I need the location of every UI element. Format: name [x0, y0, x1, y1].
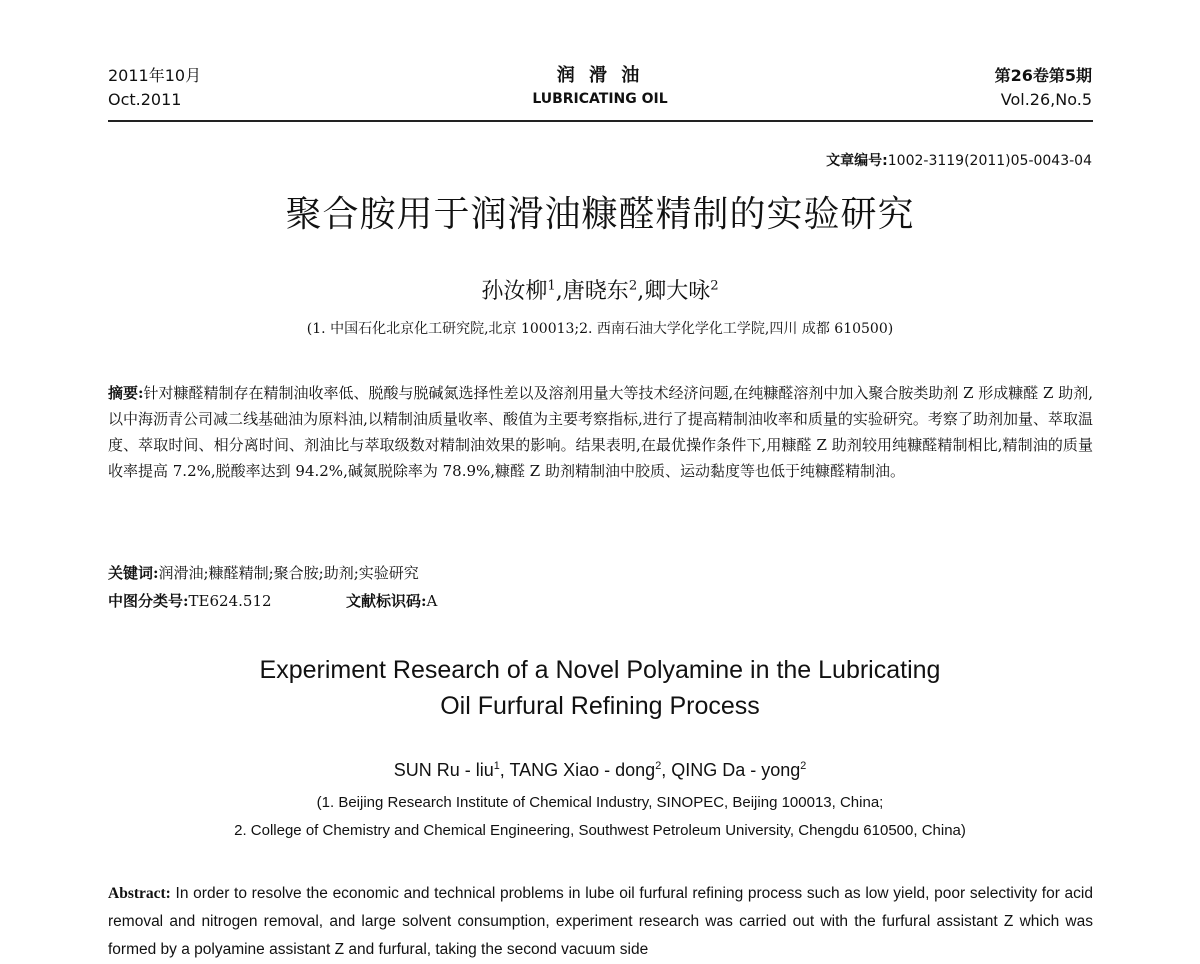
- header-rule: [108, 120, 1093, 122]
- affiliation-cn: (1. 中国石化北京化工研究院,北京 100013;2. 西南石油大学化学化工学院,四川 成都 610500): [306, 321, 894, 337]
- header-date-en: Oct.2011: [108, 90, 182, 109]
- abstract-en-label: Abstract:: [108, 885, 171, 902]
- volume-en: Vol.26,No.5: [1000, 90, 1092, 109]
- keywords-text: 润滑油;糠醛精制;聚合胺;助剂;实验研究: [158, 564, 419, 582]
- abstract-cn-label: 摘要:: [108, 384, 144, 402]
- journal-name-cn: 润 滑 油: [556, 65, 644, 86]
- clc-value: TE624.512: [188, 592, 272, 610]
- title-en-line: Oil Furfural Refining Process: [440, 692, 760, 720]
- author-affiliation-mark: 1: [493, 760, 500, 772]
- author-cn: 唐晓东: [562, 279, 629, 304]
- title-en-line: Experiment Research of a Novel Polyamine in the Lubricating: [259, 656, 941, 684]
- author-en: SUN Ru - liu: [393, 760, 494, 780]
- abstract-cn-text: 针对糠醛精制存在精制油收率低、脱酸与脱碱氮选择性差以及溶剂用量大等技术经济问题,在纯糠醛溶剂中加入聚合胺类助剂 Z 形成糠醛 Z 助剂,以中海沥青公司减二线基础油为原料油,以精制油质量收率、酸值为主要考察指标,进行了提高精制油收率和质量的实验研究。考察了助剂加量、萃取温度、萃取时间、相分离时间、剂油比与萃取级数对精制油效果的影响。结果表明,在最优操作条件下,用糠醛 Z 助剂较用纯糠醛精制相比,精制油的质量收率提高 7.2%,脱酸率达到 94.2%,碱氮脱除率为 78.9%,糠醛 Z 助剂精制油中胶质、运动黏度等也低于纯糠醛精制油。: [108, 384, 1094, 480]
- author-separator: ,: [637, 279, 645, 304]
- article-number-value: 1002-3119(2011)05-0043-04: [887, 153, 1092, 169]
- article-number-label: 文章编号:: [826, 153, 888, 169]
- author-en: QING Da - yong: [671, 760, 801, 780]
- journal-name-en: LUBRICATING OIL: [532, 91, 668, 107]
- authors-en: [0, 760, 1200, 781]
- header-date-cn: 2011年10月: [108, 66, 202, 85]
- author-en: TANG Xiao - dong: [509, 760, 656, 780]
- authors-cn: [0, 274, 1200, 305]
- header-journal: [460, 64, 740, 110]
- title-en: [0, 652, 1200, 724]
- author-separator: ,: [499, 760, 510, 780]
- document-code-value: A: [426, 592, 438, 610]
- clc-number: [108, 588, 272, 614]
- keywords: [108, 560, 419, 586]
- affiliation-en-line: (1. Beijing Research Institute of Chemical Industry, SINOPEC, Beijing 100013, China;: [316, 794, 884, 811]
- author-cn: 卿大咏: [644, 279, 711, 304]
- article-number: [826, 150, 1092, 170]
- volume-cn: 第26卷第5期: [994, 66, 1092, 85]
- author-affiliation-mark: 2: [655, 760, 662, 772]
- author-cn: 孙汝柳: [481, 279, 548, 304]
- affiliation-en-line: 2. College of Chemistry and Chemical Engineering, Southwest Petroleum University, Chengdu 610500, China): [234, 822, 966, 839]
- abstract-cn: [108, 380, 1093, 484]
- title-cn: 聚合胺用于润滑油糠醛精制的实验研究: [285, 194, 915, 235]
- author-separator: ,: [661, 760, 672, 780]
- author-separator: ,: [555, 279, 563, 304]
- abstract-en-text: In order to resolve the economic and technical problems in lube oil furfural refining process such as low yield, poor selectivity for acid removal and nitrogen removal, and large solvent consumption, experiment research was carried out with the furfural assistant Z which was formed by a polyamine assistant Z and furfural, taking the second vacuum side: [108, 885, 1093, 958]
- author-affiliation-mark: 2: [628, 278, 638, 294]
- clc-label: 中图分类号:: [108, 592, 189, 610]
- header-volume: [995, 64, 1092, 112]
- document-code: [346, 588, 437, 614]
- author-affiliation-mark: 2: [710, 278, 719, 294]
- author-affiliation-mark: 2: [800, 760, 807, 772]
- abstract-en: [108, 880, 1093, 964]
- author-affiliation-mark: 1: [547, 278, 556, 294]
- header-date: [108, 64, 201, 112]
- document-code-label: 文献标识码:: [346, 592, 427, 610]
- keywords-label: 关键词:: [108, 564, 159, 582]
